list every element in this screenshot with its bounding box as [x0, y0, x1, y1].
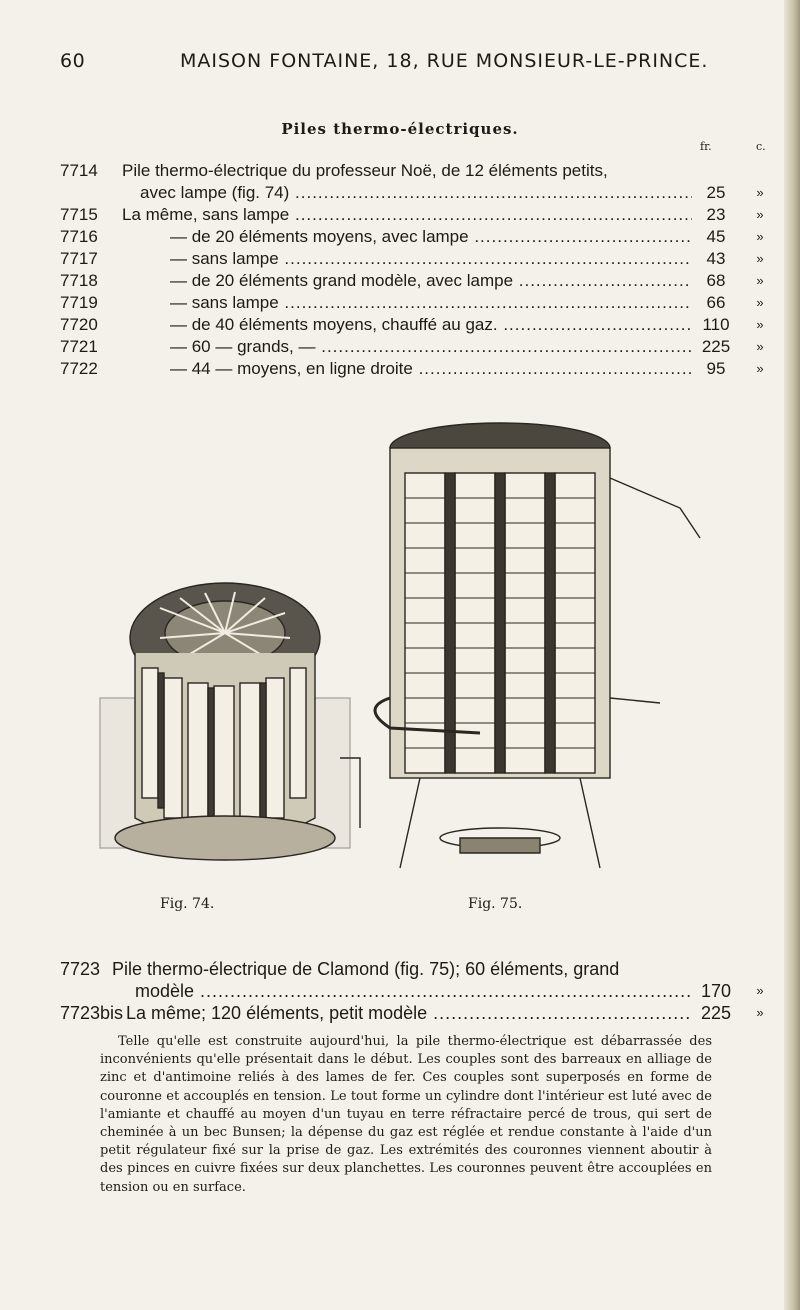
item-description: — 60 — grands, — ..... — [170, 336, 692, 358]
item-description: — de 20 éléments grand modèle, avec lampe ..... — [170, 270, 692, 292]
catalog-row — [0, 204, 800, 226]
figures-area — [60, 398, 740, 888]
price-francs: 66 — [706, 293, 726, 312]
price-centimes: » — [756, 185, 764, 200]
item-number: 7721 — [60, 337, 98, 356]
price-francs: 110 — [702, 315, 730, 334]
catalog-row — [0, 160, 800, 182]
price-centimes: » — [756, 273, 764, 288]
catalog-row — [0, 958, 800, 980]
catalog-row — [0, 358, 800, 380]
item-description: — 44 — moyens, en ligne droite ..... — [170, 358, 692, 380]
price-centimes: » — [756, 1005, 764, 1020]
price-centimes: » — [756, 229, 764, 244]
item-description: modèle ..... — [135, 980, 692, 1002]
price-centimes: » — [756, 983, 764, 998]
price-centimes: » — [756, 317, 764, 332]
column-header-c: c. — [756, 140, 766, 153]
item-number: 7719 — [60, 293, 98, 312]
item-number: 7723 — [60, 959, 101, 979]
catalog-row — [0, 292, 800, 314]
catalog-row — [0, 336, 800, 358]
price-francs: 45 — [706, 227, 726, 246]
item-description: — de 40 éléments moyens, chauffé au gaz. ..... — [170, 314, 692, 336]
catalog-row — [0, 270, 800, 292]
price-centimes: » — [756, 361, 764, 376]
catalog-row — [0, 226, 800, 248]
price-francs: 170 — [700, 981, 732, 1001]
item-number: 7723bis — [60, 1003, 124, 1023]
item-number: 7717 — [60, 249, 98, 268]
item-number: 7714 — [60, 161, 98, 180]
item-number: 7716 — [60, 227, 98, 246]
item-description: Pile thermo-électrique de Clamond (fig. 75); 60 éléments, grand — [112, 959, 620, 979]
item-description: avec lampe (fig. 74) ..... — [140, 182, 692, 204]
catalog-row — [0, 314, 800, 336]
item-description: — sans lampe ..... — [170, 292, 692, 314]
price-francs: 25 — [706, 183, 726, 202]
page-header — [60, 50, 740, 80]
price-francs: 225 — [701, 337, 731, 356]
price-centimes: » — [756, 339, 764, 354]
item-number: 7718 — [60, 271, 98, 290]
price-centimes: » — [756, 251, 764, 266]
price-francs: 43 — [706, 249, 726, 268]
item-number: 7720 — [60, 315, 98, 334]
catalog-row — [0, 980, 800, 1002]
page-number: 60 — [60, 50, 86, 72]
item-description: — de 20 éléments moyens, avec lampe ..... — [170, 226, 692, 248]
item-number: 7722 — [60, 359, 98, 378]
running-title: MAISON FONTAINE, 18, RUE MONSIEUR-LE-PRINCE. — [180, 50, 709, 72]
figure-74-caption: Fig. 74. — [160, 896, 215, 912]
price-centimes: » — [756, 207, 764, 222]
section-title: Piles thermo-électriques. — [281, 120, 519, 138]
item-description: La même; 120 éléments, petit modèle ..... — [126, 1002, 692, 1024]
item-description: Pile thermo-électrique du professeur Noë, de 12 éléments petits, — [122, 161, 608, 180]
price-francs: 225 — [700, 1003, 732, 1023]
price-francs: 95 — [706, 359, 726, 378]
item-description: La même, sans lampe ..... — [122, 204, 692, 226]
description-paragraph: Telle qu'elle est construite aujourd'hui, la pile thermo-électrique est débarrassée des inconvénients qu'elle présentait dans le début. Les couples sont des barreaux en alliage de zinc et d'antimoine reliés à des lames de fer. Ces couples sont superposés en forme de couronne et accouplés en tension. Le tout forme un cylindre dont l'intérieur est luté avec de l'amiante et chauffé au moyen d'un tuyau en terre réfractaire percé de trous, qui sert de cheminée à un bec Bunsen; la dépense du gaz est réglée et rendue constante à l'aide d'un petit régulateur fixé sur la prise de gaz. Les extrémités des couronnes viennent aboutir à des pinces en cuivre fixées sur deux planchettes. Les couronnes peuvent être accouplées en tension ou en surface. — [100, 1034, 712, 1195]
catalog-row — [0, 1002, 800, 1024]
column-header-fr: fr. — [700, 140, 712, 153]
price-francs: 68 — [706, 271, 726, 290]
item-description: — sans lampe ..... — [170, 248, 692, 270]
figure-75-caption: Fig. 75. — [468, 896, 523, 912]
item-number: 7715 — [60, 205, 98, 224]
price-francs: 23 — [706, 205, 726, 224]
catalog-row — [0, 182, 800, 204]
figure-74-illustration — [60, 398, 740, 888]
catalog-row — [0, 248, 800, 270]
price-centimes: » — [756, 295, 764, 310]
